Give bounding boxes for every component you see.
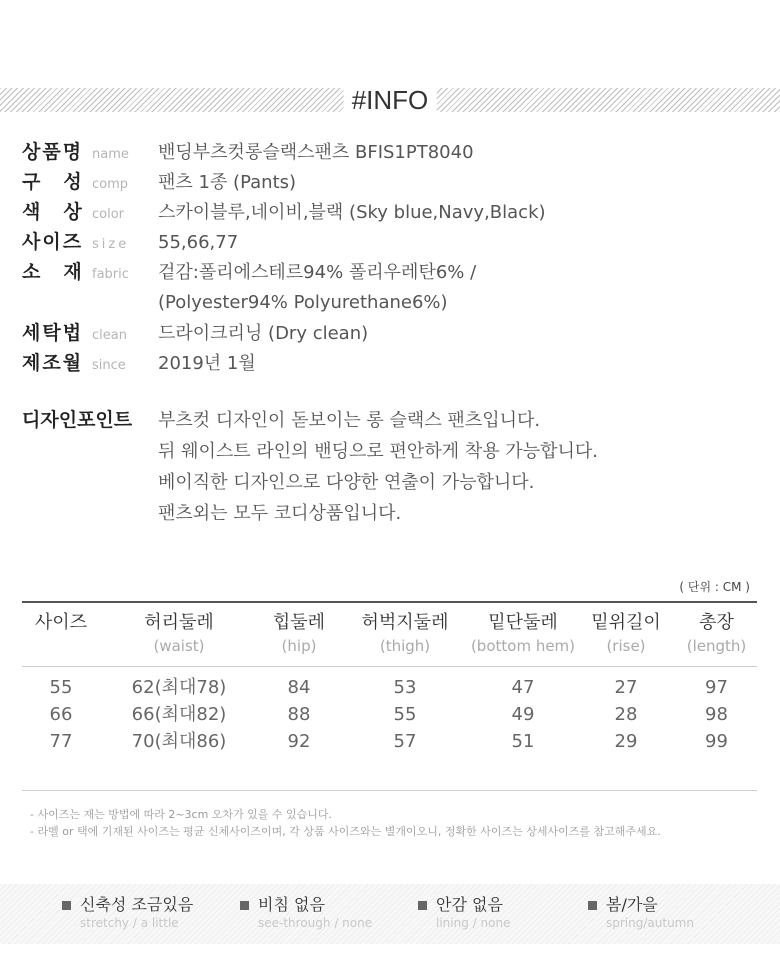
- info-key-en: name: [92, 147, 129, 162]
- header-label: 허벅지둘레: [361, 612, 449, 633]
- attribute-subtitle: see-through / none: [258, 916, 373, 930]
- header-sublabel: (length): [686, 637, 747, 655]
- table-cell: 51: [511, 731, 535, 752]
- table-cell: 28: [614, 704, 638, 725]
- info-key: 상품명: [22, 141, 84, 163]
- info-value: 55,66,77: [158, 232, 239, 253]
- table-cell: 53: [393, 677, 417, 698]
- table-cell: 97: [705, 677, 728, 698]
- info-value: 팬츠 1종 (Pants): [158, 172, 297, 193]
- info-row-clean: [22, 318, 762, 348]
- design-point-line: 팬츠외는 모두 코디상품입니다.: [158, 503, 402, 524]
- table-cell: 92: [287, 731, 311, 752]
- attribute-subtitle: lining / none: [436, 916, 511, 930]
- header-label: 총장: [699, 612, 734, 633]
- info-row-size: [22, 227, 762, 257]
- header-label: 힙둘레: [272, 612, 326, 633]
- header-sublabel: (thigh): [379, 637, 431, 655]
- header-cell: [576, 611, 676, 666]
- attribute-lining: [418, 895, 510, 931]
- attribute-title: 안감 없음: [436, 895, 503, 914]
- attribute-subtitle: spring/autumn: [606, 916, 694, 930]
- info-row-since: [22, 348, 762, 378]
- square-bullet-icon: [588, 901, 597, 910]
- attribute-title: 신축성 조금있음: [80, 895, 194, 914]
- info-row-color: [22, 197, 762, 227]
- size-table: [22, 601, 757, 791]
- table-cell: 55: [393, 704, 417, 725]
- header-sublabel: (hip): [281, 637, 317, 655]
- header-sublabel: (bottom hem): [470, 637, 576, 655]
- table-cell: 88: [287, 704, 311, 725]
- info-key: 색 상: [22, 201, 84, 223]
- info-key-en: fabric: [92, 267, 129, 282]
- unit-note: ( 단위 : CM ): [679, 580, 750, 594]
- table-cell: 77: [49, 731, 73, 752]
- design-point-line: 뒤 웨이스트 라인의 밴딩으로 편안하게 착용 가능합니다.: [158, 441, 598, 462]
- header-label: 사이즈: [34, 612, 88, 633]
- info-key-en: size: [92, 237, 130, 252]
- table-header: [22, 603, 757, 667]
- header-cell: [258, 611, 340, 666]
- header-cell: [22, 611, 100, 666]
- header-label: 밑단둘레: [488, 612, 558, 633]
- design-point-line: 베이직한 디자인으로 다양한 연출이 가능합니다.: [158, 472, 535, 493]
- attribute-title: 비침 없음: [258, 895, 325, 914]
- table-cell: 70(최대86): [131, 731, 227, 752]
- attribute-stretch: [62, 895, 193, 931]
- header-cell: [100, 611, 258, 666]
- attribute-seethrough: [240, 895, 372, 931]
- info-title: #INFO: [344, 84, 437, 116]
- attribute-subtitle: stretchy / a little: [80, 916, 179, 930]
- header-cell: [340, 611, 470, 666]
- table-cell: 66(최대82): [131, 704, 227, 725]
- header-cell: [470, 611, 576, 666]
- table-cell: 99: [705, 731, 728, 752]
- info-value: 겉감:폴리에스테르94% 폴리우레탄6% /: [158, 262, 477, 283]
- table-row: [22, 701, 757, 728]
- table-cell: 62(최대78): [131, 677, 227, 698]
- design-point-text: [158, 405, 598, 529]
- design-point: [22, 405, 598, 529]
- info-value: 2019년 1월: [158, 353, 256, 374]
- table-cell: 47: [511, 677, 535, 698]
- info-value: 스카이블루,네이비,블랙 (Sky blue,Navy,Black): [158, 202, 546, 223]
- table-row: [22, 674, 757, 701]
- attribute-season: [588, 895, 694, 931]
- header-label: 허리둘레: [144, 612, 214, 633]
- square-bullet-icon: [240, 901, 249, 910]
- info-row-fabric: [22, 257, 762, 318]
- table-cell: 27: [614, 677, 638, 698]
- square-bullet-icon: [62, 901, 71, 910]
- header-sublabel: (waist): [153, 637, 205, 655]
- table-cell: 66: [49, 704, 73, 725]
- info-value-line2: (Polyester94% Polyurethane6%): [158, 292, 448, 313]
- note-line: - 사이즈는 재는 방법에 따라 2~3cm 오차가 있을 수 있습니다.: [30, 808, 333, 821]
- info-key-en: comp: [92, 177, 129, 192]
- info-key: 사이즈: [22, 231, 84, 253]
- attribute-title: 봄/가을: [606, 895, 658, 914]
- design-point-line: 부츠컷 디자인이 돋보이는 롱 슬랙스 팬츠입니다.: [158, 410, 541, 431]
- info-key: 구 성: [22, 171, 84, 193]
- table-cell: 55: [49, 677, 73, 698]
- table-cell: 57: [393, 731, 417, 752]
- info-key: 세탁법: [22, 322, 84, 344]
- table-cell: 29: [614, 731, 638, 752]
- table-cell: 98: [705, 704, 728, 725]
- info-key-en: color: [92, 207, 125, 222]
- table-cell: 84: [287, 677, 311, 698]
- info-key-en: clean: [92, 328, 127, 343]
- header-label: 밑위길이: [591, 612, 661, 633]
- table-row: [22, 728, 757, 755]
- table-body: [22, 667, 757, 791]
- size-notes: [30, 806, 661, 840]
- header-sublabel: (rise): [606, 637, 646, 655]
- info-row-comp: [22, 167, 762, 197]
- info-value: 밴딩부츠컷롱슬랙스팬츠 BFIS1PT8040: [158, 142, 474, 163]
- info-key-en: since: [92, 358, 126, 373]
- table-cell: 49: [511, 704, 535, 725]
- info-row-name: [22, 137, 762, 167]
- product-info-list: [22, 137, 762, 378]
- header-cell: [676, 611, 757, 666]
- design-point-label: 디자인포인트: [22, 409, 133, 431]
- note-line: - 라벨 or 택에 기재된 사이즈는 평균 신체사이즈이며, 각 상품 사이즈와는 별개이오니, 정확한 사이즈는 상세사이즈를 참고해주세요.: [30, 825, 661, 838]
- info-key: 소 재: [22, 261, 84, 283]
- info-value: 드라이크리닝 (Dry clean): [158, 323, 369, 344]
- info-key: 제조월: [22, 352, 84, 374]
- square-bullet-icon: [418, 901, 427, 910]
